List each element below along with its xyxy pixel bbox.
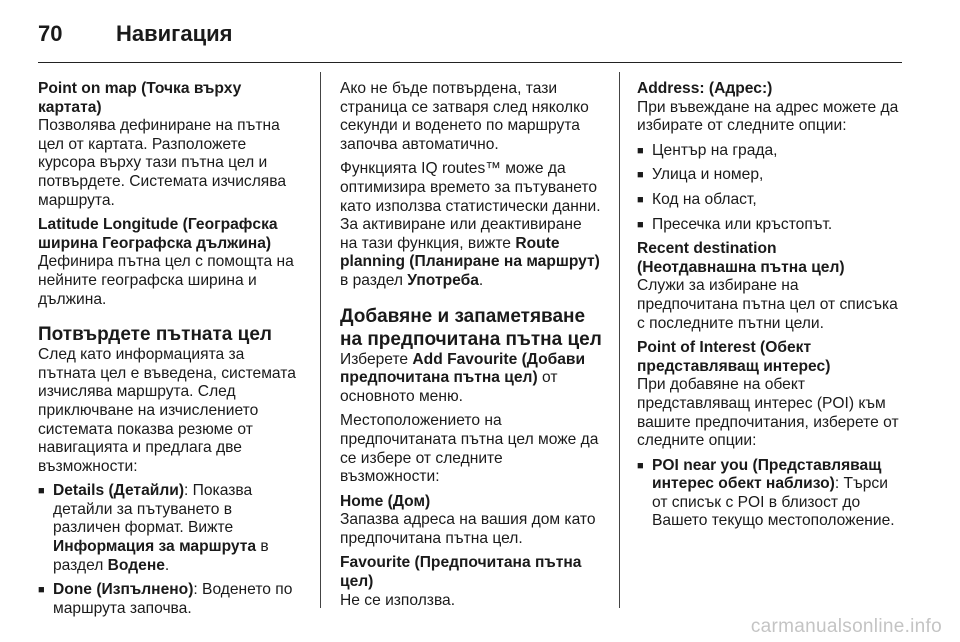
term-address: Address: (Адрес:) — [637, 80, 773, 97]
list-item: ■ Център на града, — [637, 142, 899, 161]
column-right — [637, 80, 899, 537]
header-divider — [38, 62, 902, 63]
iq-routes-text: Функцията IQ routes™ може да оптимизира времето за пътуването като използва статистически данни. За активиране или деактивиране на тази функция, вижте Route planning (Планиране на маршрут) в раздел Употреба. — [340, 160, 601, 289]
desc-latitude-longitude: Дефинира пътна цел с помощта на нейните географска ширина и дължина. — [38, 253, 294, 308]
section-title-confirm: Потвърдете пътната цел — [38, 324, 272, 346]
desc-point-on-map: Позволява дефиниране на пътна цел от картата. Разположете курсора върху тази пътна цел и потвърдете. Системата изчислява маршрута. — [38, 117, 287, 209]
list-item-poi-near-you: ■ POI near you (Представляващ интерес обект наблизо): Търси от списък с POI в близост до Вашето текущо местоположение. — [637, 457, 899, 531]
confirm-text: След като информацията за пътната цел е въведена, системата изчислява маршрута. След приключване на изчислението системата показва резюме от навигацията и предлага две възможности: — [38, 346, 296, 475]
entry-point-on-map — [38, 80, 300, 210]
list-item: ■ Код на област, — [637, 191, 899, 210]
page-number: 70 — [38, 21, 63, 46]
address-options-list — [637, 142, 899, 234]
term-details: Details (Детайли) — [53, 482, 185, 500]
location-options-text: Местоположението на предпочитаната пътна цел може да се избере от следните възможности: — [340, 412, 599, 486]
list-item-details: ■ Details (Детайли): Показва детайли за пътуването в различен формат. Вижте Информация за маршрута в раздел Водене. — [38, 482, 300, 575]
list-item-done: ■ Done (Изпълнено): Воденето по маршрута започва. — [38, 581, 300, 618]
entry-latitude-longitude — [38, 216, 300, 309]
confirm-options-list — [38, 482, 300, 618]
poi-options-list — [637, 457, 899, 531]
term-point-of-interest: Point of Interest (Обект представляващ интерес) — [637, 339, 831, 375]
link-route-info[interactable]: Информация за маршрута — [53, 538, 257, 556]
add-favourite-text: Изберете Add Favourite (Добави предпочитана пътна цел) от основното меню. — [340, 350, 586, 405]
entry-point-of-interest — [637, 339, 899, 451]
section-title-favourite: Добавяне и запаметяване на предпочитана пътна цел — [340, 305, 602, 350]
link-route-planning[interactable]: Route planning (Планиране на маршрут) — [340, 234, 600, 271]
term-latitude-longitude: Latitude Longitude (Географска ширина Географска дължина) — [38, 216, 278, 252]
desc-recent-destination: Служи за избиране на предпочитана пътна цел от списъка с последните пътни цели. — [637, 277, 898, 332]
page-header — [38, 16, 232, 52]
list-item: ■ Пресечка или кръстопът. — [637, 216, 899, 235]
term-done: Done (Изпълнено) — [53, 581, 194, 599]
column-divider-1 — [320, 72, 321, 608]
page-title: Навигация — [116, 21, 233, 46]
desc-home: Запазва адреса на вашия дом като предпочитана пътна цел. — [340, 511, 596, 547]
entry-recent-destination — [637, 240, 899, 333]
entry-address — [637, 80, 899, 136]
entry-home — [340, 493, 602, 549]
auto-start-text: Ако не бъде потвърдена, тази страница се затваря след няколко секунди и воденето по маршрута започва автоматично. — [340, 80, 589, 153]
entry-favourite — [340, 554, 602, 610]
term-favourite: Favourite (Предпочитана пътна цел) — [340, 554, 582, 591]
column-divider-2 — [619, 72, 620, 608]
desc-address: При въвеждане на адрес можете да избирате от следните опции: — [637, 98, 899, 135]
term-point-on-map: Point on map (Точка върху картата) — [38, 80, 242, 116]
section-ref-guidance: Водене — [107, 556, 165, 574]
menu-ref-add-favourite: Add Favourite (Добави предпочитана пътна цел) — [340, 350, 586, 387]
desc-point-of-interest: При добавяне на обект представляващ интерес (POI) към вашите предпочитания, изберете от следните опции: — [637, 376, 899, 450]
column-left — [38, 80, 300, 624]
column-middle — [340, 80, 602, 616]
section-ref-usage: Употреба — [407, 271, 479, 289]
term-recent-destination: Recent destination (Неотдавнашна пътна цел) — [637, 240, 845, 276]
term-poi-near-you: POI near you (Представляващ интерес обект наблизо) — [652, 456, 882, 493]
list-item: ■ Улица и номер, — [637, 166, 899, 185]
term-home: Home (Дом) — [340, 492, 431, 510]
watermark: carmanualsonline.info — [750, 616, 942, 637]
desc-favourite: Не се използва. — [340, 591, 456, 609]
